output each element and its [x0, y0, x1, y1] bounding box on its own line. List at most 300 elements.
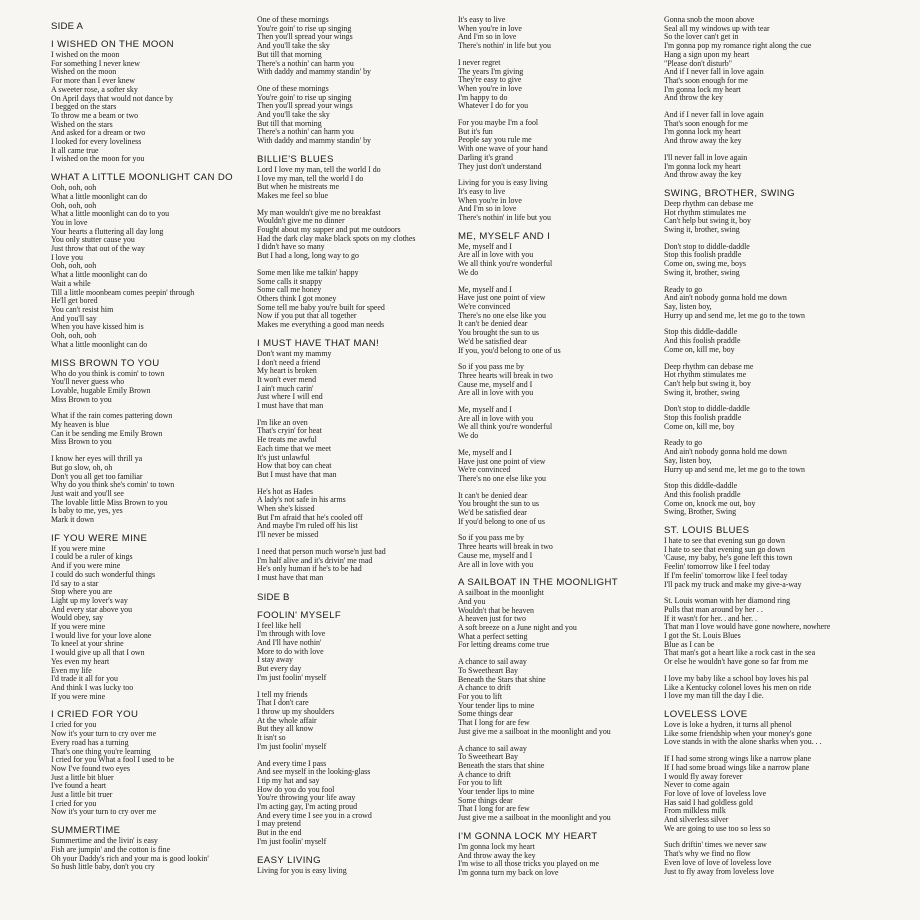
lyric-line: When you're in love [458, 83, 522, 93]
lyric-line: It's easy to live [458, 15, 506, 24]
song-st-louis-blues [664, 525, 914, 701]
song-title: A SAILBOAT IN THE MOONLIGHT [458, 577, 619, 589]
song-title: EASY LIVING [257, 854, 321, 866]
lyric-line: There's no one else like you [458, 310, 546, 320]
lyric-line: I ain't much carin' [257, 383, 314, 393]
lyric-line: I'm gonna lock my heart [664, 127, 741, 137]
lyric-line: Stop this diddle-daddle [664, 327, 738, 337]
song-me-myself-and-i [458, 231, 666, 570]
lyric-line: And this foolish praddle [664, 489, 741, 499]
lyric-line: Come on, swing me, boys [664, 259, 746, 269]
lyric-line: I need that person much worse'n just bad [257, 546, 386, 556]
lyric-stanza [664, 286, 914, 321]
lyrics-column-3 [458, 16, 666, 886]
lyric-line: Me, myself and I [458, 284, 512, 294]
lyric-line: But go slow, oh, oh [51, 462, 113, 472]
song-summertime [51, 825, 259, 872]
lyric-line: I cried for you [51, 720, 97, 730]
lyric-line: That's why we find no flow [664, 849, 751, 859]
lyric-line: I'll never fall in love again [664, 152, 748, 162]
lyric-line: What if the rain comes pattering down [51, 411, 173, 421]
lyric-stanza [51, 51, 259, 164]
lyric-stanza [664, 439, 914, 474]
lyric-stanza [51, 721, 259, 817]
lyric-line: If I had some broad wings like a narrow plane [664, 762, 810, 772]
lyric-line: When you're in love [458, 23, 522, 33]
lyric-line: Just where I will end [257, 392, 323, 402]
lyric-line: You brought the sun to us [458, 499, 539, 509]
lyric-line: Every road has a turning [51, 737, 129, 747]
lyric-line: Just give me a sailboat in the moonlight and you [458, 813, 611, 823]
lyric-line: There's a nothin' can harm you [257, 127, 354, 137]
lyric-line: Some call me honey [257, 285, 322, 295]
lyric-line: Don't stop to diddle-daddle [664, 241, 750, 251]
lyric-line: I never regret [458, 57, 501, 67]
lyric-line: And if you were mine [51, 561, 121, 571]
lyric-line: Can't help but swing it, boy [664, 216, 751, 226]
lyrics-column-4 [664, 16, 914, 884]
lyric-line: Just give me a sailboat in the moonlight and you [458, 726, 611, 736]
lyric-line: And ain't nobody gonna hold me down [664, 447, 787, 457]
lyric-line: "Please don't disturb" [664, 58, 732, 68]
lyric-line: Love is loke a hydren, it turns all phenol [664, 720, 792, 729]
lyric-line: Are all in love with you [458, 413, 534, 423]
lyric-stanza [458, 363, 666, 398]
lyric-stanza [458, 589, 666, 650]
lyric-stanza [458, 843, 666, 878]
lyric-line: But every day [257, 664, 302, 674]
lyric-line: A lady's not safe in his arms [257, 495, 346, 505]
lyric-stanza [51, 370, 259, 405]
lyric-stanza [51, 545, 259, 702]
lyric-line: Would obey, say [51, 613, 104, 623]
lyric-line: Your tender lips to mine [458, 787, 535, 797]
lyric-line: I stay away [257, 655, 293, 665]
lyric-line: It's just unlawful [257, 452, 310, 462]
lyric-line: Why do you think she's comin' to town [51, 480, 175, 490]
song-title: MISS BROWN TO YOU [51, 357, 160, 369]
lyric-line: Seal all my windows up with tear [664, 23, 770, 33]
lyric-line: I got the St. Louis Blues [664, 631, 741, 641]
lyric-line: More to do with love [257, 646, 324, 656]
lyric-line: It can't be denied dear [458, 490, 528, 500]
lyric-line: We do [458, 267, 479, 277]
lyric-line: Swing it, brother, swing [664, 267, 740, 277]
song-title: I'M GONNA LOCK MY HEART [458, 830, 598, 842]
lyric-line: How do you do you fool [257, 784, 335, 794]
lyric-stanza [664, 721, 914, 747]
lyric-line: And I'm so in love [458, 204, 517, 214]
lyric-line: You only stutter cause you [51, 235, 135, 245]
lyric-line: I'm happy to do [458, 92, 508, 102]
lyric-line: They just don't understand [458, 161, 542, 171]
lyric-line: That I don't care [257, 698, 309, 708]
lyric-stanza [664, 597, 914, 667]
lyric-line: If you were mine [51, 691, 106, 701]
lyric-line: I must have that man [257, 401, 324, 411]
lyric-stanza [664, 328, 914, 354]
lyric-line: But they all know [257, 724, 314, 734]
lyric-line: A heaven just for two [458, 614, 526, 624]
lyric-line: But when he mistreats me [257, 182, 339, 192]
lyric-line: I'm half alive and it's drivin' me mad [257, 555, 373, 565]
lyric-line: Even my life [51, 665, 92, 675]
lyric-line: And every time I see you in a crowd [257, 810, 372, 820]
lyric-line: I don't need a friend [257, 357, 321, 367]
lyric-line: And every star above you [51, 604, 133, 614]
lyric-line: Like a Kentucky colonel loves his men on ride [664, 682, 812, 692]
song-if-you-were-mine [51, 533, 259, 702]
lyric-line: A chance to sail away [458, 657, 527, 667]
lyric-stanza [51, 412, 259, 447]
lyric-line: So hush little baby, don't you cry [51, 862, 155, 872]
lyric-line: The lovable little Miss Brown to you [51, 497, 168, 507]
lyric-line: He's only human if he's to be had [257, 564, 362, 574]
lyric-stanza [257, 548, 465, 583]
lyric-line: He treats me awful [257, 435, 317, 445]
lyric-line: To Sweetheart Bay [458, 752, 518, 762]
lyric-line: To throw me a beam or two [51, 110, 139, 120]
lyric-line: On April days that would not dance by [51, 93, 174, 103]
lyric-line: Mark it down [51, 515, 94, 525]
lyric-line: And if I never fall in love again [664, 67, 764, 77]
lyric-line: You in love [51, 217, 88, 227]
lyric-line: That's cryin' for heat [257, 426, 322, 436]
lyric-line: One of these mornings [257, 83, 329, 93]
lyric-line: I hate to see that evening sun go down [664, 536, 785, 546]
lyric-line: I may pretend [257, 819, 301, 829]
side-heading-side-b: SIDE B [257, 591, 290, 603]
lyric-line: What a perfect setting [458, 631, 528, 641]
lyric-line: I'm through with love [257, 629, 326, 639]
lyric-line: A chance to drift [458, 769, 511, 779]
lyric-stanza [458, 119, 666, 171]
lyric-line: Beneath the stars that shine [458, 760, 545, 770]
lyric-line: Wished on the stars [51, 119, 113, 129]
lyric-stanza [257, 16, 465, 77]
lyric-line: There's nothin' in life but you [458, 213, 551, 223]
lyric-line: I'm just foolin' myself [257, 741, 327, 751]
lyric-line: I love my man, tell the world I do [257, 173, 364, 183]
lyric-line: Some things dear [458, 795, 513, 805]
lyric-stanza [664, 363, 914, 398]
lyric-line: We're convinced [458, 465, 511, 475]
lyric-line: We'd be satisfied dear [458, 508, 527, 518]
song-continued [664, 16, 914, 180]
lyric-line: Darling it's grand [458, 152, 513, 162]
lyric-line: Like some friendship when your money's gone [664, 728, 812, 738]
lyric-line: I cried for you [51, 798, 97, 808]
lyric-line: If you'd belong to one of us [458, 516, 545, 526]
lyric-line: When you have kissed him is [51, 322, 144, 332]
lyric-line: I'll never be missed [257, 530, 319, 540]
lyric-line: Some calls it snappy [257, 276, 323, 286]
lyric-line: Light up my lover's way [51, 595, 128, 605]
lyric-stanza [458, 286, 666, 356]
lyric-line: Ooh, ooh, ooh [51, 200, 97, 210]
song-billie-s-blues [257, 154, 465, 330]
lyric-line: I'm wise to all those tricks you played on me [458, 859, 600, 869]
lyric-stanza [51, 455, 259, 525]
lyric-line: Makes me everything a good man needs [257, 320, 385, 330]
lyric-line: Say, listen boy, [664, 301, 712, 311]
lyric-stanza [458, 179, 666, 223]
song-title: BILLIE'S BLUES [257, 153, 334, 165]
lyric-stanza [458, 449, 666, 484]
lyric-stanza [664, 200, 914, 235]
lyric-stanza [458, 406, 666, 441]
lyric-line: Makes me feel so blue [257, 190, 328, 200]
lyric-line: You brought the sun to us [458, 328, 539, 338]
lyric-line: Hurry up and send me, let me go to the town [664, 310, 805, 320]
lyric-line: For more than I ever knew [51, 76, 135, 86]
lyric-line: I looked for every loveliness [51, 137, 142, 147]
song-title: SUMMERTIME [51, 825, 121, 837]
lyric-line: For you to lift [458, 692, 503, 701]
lyric-line: Love stands in with the alone sharks when you. . . [664, 737, 822, 747]
lyric-line: Cause me, myself and I [458, 379, 533, 389]
lyric-line: If you were mine [51, 543, 106, 553]
lyric-line: One of these mornings [257, 15, 329, 24]
lyric-line: I feel like hell [257, 620, 302, 630]
lyric-line: He's hot as Hades [257, 486, 313, 496]
lyric-line: And you'll take the sky [257, 110, 330, 120]
song-i-cried-for-you [51, 709, 259, 817]
song-title: IF YOU WERE MINE [51, 532, 148, 544]
lyric-line: Don't want my mammy [257, 348, 332, 358]
lyric-line: We do [458, 431, 479, 441]
lyric-line: Deep rhythm can debase me [664, 361, 754, 371]
lyric-line: Cause me, myself and I [458, 550, 533, 560]
lyric-line: When you're in love [458, 195, 522, 205]
lyric-line: I would give up all that I own [51, 648, 145, 658]
lyric-line: I'm gonna turn my back on love [458, 867, 559, 877]
lyric-line: There's no one else like you [458, 473, 546, 483]
lyric-line: With one wave of your hand [458, 144, 548, 154]
lyric-line: I hate to see that evening sun go down [664, 544, 785, 554]
lyric-line: Then you'll spread your wings [257, 101, 353, 111]
lyric-line: That's soon enough for me [664, 118, 748, 128]
lyric-line: We all think you're wonderful [458, 422, 553, 432]
song-title: ST. LOUIS BLUES [664, 525, 750, 537]
lyric-line: I'm gonna lock my heart [664, 161, 741, 171]
lyric-line: People say you rule me [458, 135, 532, 145]
lyric-line: Pulls that man around by her . . [664, 604, 763, 614]
lyric-line: Hurry up and send me, let me go to the town [664, 464, 805, 474]
lyric-line: There's a nothin' can harm you [257, 58, 354, 68]
lyric-line: That's soon enough for me [664, 75, 748, 85]
lyric-line: I'm acting gay, I'm acting proud [257, 802, 358, 812]
lyric-line: For letting dreams come true [458, 640, 550, 650]
lyric-line: But in the end [257, 828, 302, 838]
lyric-stanza [458, 492, 666, 527]
lyric-stanza [664, 755, 914, 833]
lyric-line: What a little moonlight can do [51, 270, 148, 280]
lyric-line: I would fly away forever [664, 771, 743, 781]
lyric-line: Come on, kill me, boy [664, 421, 735, 431]
lyric-line: Till a little moonbeam comes peepin' through [51, 287, 195, 297]
lyric-line: Your tender lips to mine [458, 700, 535, 710]
lyric-line: Now I've found two eyes [51, 763, 130, 773]
lyric-line: Swing it, brother, swing [664, 387, 740, 397]
lyric-stanza [458, 243, 666, 278]
lyric-stanza [257, 867, 465, 876]
lyric-line: Stop this foolish praddle [664, 413, 742, 423]
lyric-line: For you to lift [458, 778, 503, 788]
lyric-line: For love of love of loveless love [664, 788, 767, 798]
lyric-stanza [664, 16, 914, 103]
lyric-line: Your hearts a fluttering all day long [51, 226, 164, 236]
lyric-line: If I had some strong wings like a narrow plane [664, 754, 812, 764]
lyric-line: What a little moonlight can do to you [51, 209, 170, 219]
lyric-line: Living for you is easy living [257, 865, 347, 875]
lyric-line: Say, listen boy, [664, 455, 712, 465]
lyric-line: You're throwing your life away [257, 793, 356, 803]
lyric-stanza [664, 111, 914, 146]
lyric-line: Beneath the Stars that shine [458, 674, 546, 684]
lyric-stanza [458, 745, 666, 823]
lyrics-column-1 [51, 16, 259, 880]
lyric-line: I'm gonna pop my romance right along the cue [664, 41, 812, 51]
lyric-line: With daddy and mammy standin' by [257, 136, 371, 146]
lyric-line: So the lover can't get in [664, 32, 739, 42]
lyric-line: Now if you put that all together [257, 311, 357, 321]
lyric-line: Some tell me baby you're built for speed [257, 302, 385, 312]
lyric-line: There's nothin' in life but you [458, 41, 551, 51]
lyric-line: I would live for your love alone [51, 630, 152, 640]
lyric-line: But till that morning [257, 49, 322, 59]
lyric-line: It all came true [51, 145, 99, 155]
lyric-line: For you maybe I'm a fool [458, 118, 539, 128]
lyric-line: For something I never knew [51, 58, 140, 68]
lyric-line: Just a little bit truer [51, 790, 113, 800]
lyric-line: Stop this foolish praddle [664, 250, 742, 260]
lyric-line: Me, myself and I [458, 405, 512, 415]
song-continued [458, 16, 666, 223]
lyric-line: We'd be satisfied dear [458, 336, 527, 346]
lyric-stanza [257, 419, 465, 480]
song-title: FOOLIN' MYSELF [257, 609, 342, 621]
lyric-line: Gonna snob the moon above [664, 15, 755, 24]
lyric-stanza [257, 209, 465, 261]
lyric-line: Fish are jumpin' and the cotton is fine [51, 844, 171, 854]
lyric-stanza [664, 675, 914, 701]
lyric-line: Are all in love with you [458, 559, 534, 569]
lyric-line: Is baby to me, yes, yes [51, 506, 123, 516]
lyric-line: Others think I got money [257, 293, 337, 303]
lyric-line: And asked for a dream or two [51, 128, 146, 138]
song-title: I WISHED ON THE MOON [51, 39, 174, 50]
lyric-line: You're goin' to rise up singing [257, 92, 352, 102]
lyric-stanza [257, 622, 465, 683]
lyric-line: Wished on the moon [51, 67, 117, 77]
lyric-line: Some men like me talkin' happy [257, 267, 359, 277]
lyric-line: It's easy to live [458, 186, 506, 196]
lyric-line: I cried for you What a fool I used to be [51, 755, 174, 765]
lyric-line: Hot rhythm stimulates me [664, 207, 747, 217]
lyric-line: Feelin' tomorrow like I feel today [664, 562, 770, 572]
song-i-m-gonna-lock-my-heart [458, 831, 666, 878]
lyric-line: Now it's your turn to cry over me [51, 729, 157, 739]
lyric-line: I'm gonna lock my heart [458, 841, 535, 851]
lyrics-column-2 [257, 16, 465, 883]
lyric-line: At the whole affair [257, 715, 317, 725]
song-foolin-myself [257, 610, 465, 847]
lyric-line: Fought about my supper and put me outdoors [257, 225, 401, 235]
lyric-line: A chance to sail away [458, 743, 527, 753]
song-title: SWING, BROTHER, SWING [664, 187, 795, 199]
lyric-line: Lord I love my man, tell the world I do [257, 164, 381, 174]
lyric-line: I must have that man [257, 572, 324, 582]
lyric-line: I know her eyes will thrill ya [51, 454, 143, 464]
lyric-line: Just a little bit bluer [51, 772, 114, 782]
lyric-line: They're easy to give [458, 75, 522, 85]
lyric-line: A soft breeze on a June night and you [458, 623, 577, 633]
lyric-line: It won't ever mend [257, 374, 317, 384]
song-a-sailboat-in-the-moonlight [458, 577, 666, 823]
lyric-line: I could do such wonderful things [51, 569, 156, 579]
lyric-stanza [664, 154, 914, 180]
lyric-line: And throw the key [664, 93, 723, 103]
lyric-line: Three hearts will break in two [458, 542, 553, 552]
song-miss-brown-to-you [51, 358, 259, 525]
song-i-must-have-that-man [257, 338, 465, 583]
lyric-line: My man wouldn't give me no breakfast [257, 207, 381, 217]
lyric-line: But it's fun [458, 126, 493, 136]
lyric-line: Ooh, ooh, ooh [51, 261, 97, 271]
lyric-line: Just throw that out of the way [51, 244, 145, 254]
lyric-line: You'll never guess who [51, 377, 125, 387]
lyric-line: I throw up my shoulders [257, 707, 335, 716]
lyric-line: What a little moonlight can do [51, 191, 148, 201]
lyric-line: And think I was lucky too [51, 683, 134, 692]
lyric-line: I didn't have so many [257, 242, 325, 252]
lyric-stanza [664, 405, 914, 431]
lyric-line: And you'll take the sky [257, 41, 330, 51]
lyric-line: It isn't so [257, 733, 286, 743]
lyric-line: I wished on the moon for you [51, 154, 145, 164]
lyric-line: Swing, Brother, Swing [664, 507, 737, 517]
lyric-line: I'll pack my truck and make my give-a-way [664, 579, 802, 589]
lyric-line: St. Louis woman with her diamond ring [664, 596, 791, 606]
lyric-line: But I had a long, long way to go [257, 251, 359, 261]
lyric-line: A sweeter rose, a softer sky [51, 84, 138, 94]
lyric-line: When she's kissed [257, 504, 315, 514]
lyric-line: Ooh, ooh, ooh [51, 331, 97, 341]
lyric-line: Ready to go [664, 438, 703, 448]
lyric-line: And throw away the key [664, 170, 742, 180]
lyric-line: Come on, kill me, boy [664, 344, 735, 354]
lyric-line: Who do you think is comin' to town [51, 368, 165, 378]
lyric-line: I'm just foolin' myself [257, 836, 327, 846]
lyric-line: Then you'll spread your wings [257, 32, 353, 42]
lyric-line: Has said I had goldless gold [664, 797, 753, 807]
lyric-line: Now it's your turn to cry over me [51, 807, 157, 817]
lyric-line: He'll get bored [51, 296, 98, 306]
lyric-line: Three hearts will break in two [458, 370, 553, 380]
lyric-line: A chance to drift [458, 683, 511, 693]
lyric-line: Living for you is easy living [458, 178, 548, 188]
lyric-line: So if you pass me by [458, 362, 524, 372]
lyric-line: With daddy and mammy standin' by [257, 67, 371, 77]
lyric-line: And if I never fall in love again [664, 110, 764, 120]
lyric-line: I'm just foolin' myself [257, 672, 327, 682]
lyric-line: Whatever I do for you [458, 101, 529, 111]
lyric-line: Can't help but swing it, boy [664, 378, 751, 388]
song-title: LOVELESS LOVE [664, 709, 748, 720]
lyric-line: So if you pass me by [458, 533, 524, 543]
lyric-line: But I must have that man [257, 469, 337, 479]
